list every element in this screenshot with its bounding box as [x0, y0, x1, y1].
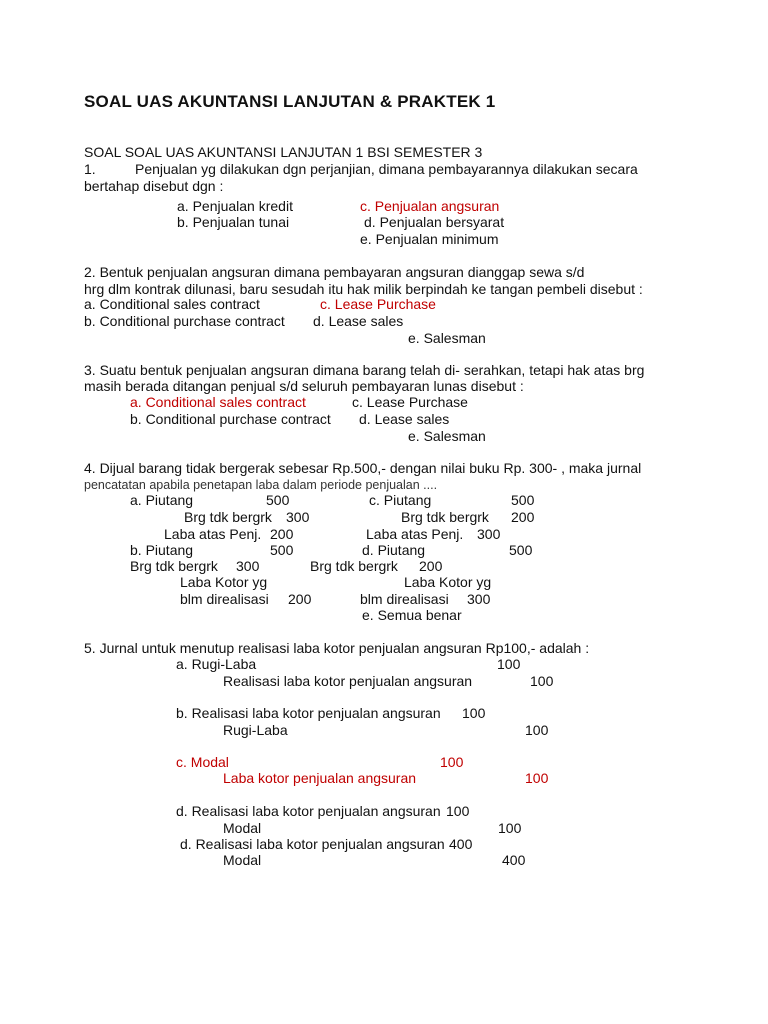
question-text: 5. Jurnal untuk menutup realisasi laba kotor penjualan angsuran Rp100,- adalah :: [84, 640, 590, 656]
journal-amount: 200: [270, 526, 294, 542]
option-b: b. Penjualan tunai: [177, 214, 290, 230]
question-text: hrg dlm kontrak dilunasi, baru sesudah itu hak milik berpindah ke tangan pembeli disebut :: [84, 281, 643, 297]
journal-line: Laba atas Penj.: [164, 526, 262, 542]
question-text: pencatatan apabila penetapan laba dalam periode penjualan ....: [84, 478, 438, 492]
page-subtitle: SOAL SOAL UAS AKUNTANSI LANJUTAN 1 BSI SEMESTER 3: [84, 144, 483, 160]
journal-amount: 200: [511, 509, 535, 525]
journal-amount: 500: [511, 492, 535, 508]
question-text: 3. Suatu bentuk penjualan angsuran dimana barang telah di- serahkan, tetapi hak atas brg: [84, 362, 645, 378]
journal-line: blm direalisasi: [180, 591, 269, 607]
option-e: e. Penjualan minimum: [360, 231, 499, 247]
option-c-answer: c. Penjualan angsuran: [360, 198, 500, 214]
journal-amount: 200: [288, 591, 312, 607]
journal-amount: 400: [449, 836, 473, 852]
journal-line: Modal: [223, 852, 262, 868]
option-a: a. Conditional sales contract: [84, 296, 260, 312]
journal-line: b. Realisasi laba kotor penjualan angsuran: [176, 705, 441, 721]
journal-line: Realisasi laba kotor penjualan angsuran: [223, 673, 473, 689]
journal-line: d. Realisasi laba kotor penjualan angsuran: [180, 836, 445, 852]
journal-line: d. Piutang: [362, 542, 426, 558]
page-title: SOAL UAS AKUNTANSI LANJUTAN & PRAKTEK 1: [84, 92, 496, 111]
journal-amount: 500: [266, 492, 290, 508]
question-text: 4. Dijual barang tidak bergerak sebesar Rp.500,- dengan nilai buku Rp. 300- , maka jurnal: [84, 460, 642, 476]
option-c: c. Lease Purchase: [352, 394, 468, 410]
question-number: 1.: [84, 161, 96, 177]
option-e: e. Semua benar: [362, 607, 462, 623]
question-text: bertahap disebut dgn :: [84, 178, 224, 194]
journal-amount: 100: [498, 820, 522, 836]
journal-line: Brg tdk bergrk: [310, 558, 398, 574]
journal-amount: 300: [286, 509, 310, 525]
option-b: b. Conditional purchase contract: [84, 313, 285, 329]
journal-line: Brg tdk bergrk: [401, 509, 489, 525]
journal-amount: 300: [236, 558, 260, 574]
question-text: 2. Bentuk penjualan angsuran dimana pembayaran angsuran dianggap sewa s/d: [84, 264, 585, 280]
journal-amount: 500: [509, 542, 533, 558]
question-text: masih berada ditangan penjual s/d seluruh pembayaran lunas disebut :: [84, 378, 524, 394]
option-d: d. Lease sales: [359, 411, 450, 427]
option-a: a. Penjualan kredit: [177, 198, 293, 214]
journal-amount: 100: [497, 656, 521, 672]
journal-amount: 300: [477, 526, 501, 542]
question-text: Penjualan yg dilakukan dgn perjanjian, dimana pembayarannya dilakukan secara: [135, 161, 638, 177]
journal-amount: 100: [530, 673, 554, 689]
journal-line: a. Rugi-Laba: [176, 656, 257, 672]
journal-amount: 100: [446, 803, 470, 819]
journal-amount: 400: [502, 852, 526, 868]
journal-line: b. Piutang: [130, 542, 194, 558]
option-d: d. Penjualan bersyarat: [364, 214, 505, 230]
option-b: b. Conditional purchase contract: [130, 411, 331, 427]
journal-line: c. Piutang: [369, 492, 432, 508]
option-e: e. Salesman: [408, 330, 486, 346]
journal-amount: 300: [467, 591, 491, 607]
journal-amount: 200: [419, 558, 443, 574]
journal-line: Brg tdk bergrk: [184, 509, 272, 525]
option-c-answer: Laba kotor penjualan angsuran: [223, 770, 417, 786]
journal-line: Laba Kotor yg: [404, 574, 492, 590]
option-d: d. Lease sales: [313, 313, 404, 329]
option-a-answer: a. Conditional sales contract: [130, 394, 306, 410]
option-c-answer: c. Lease Purchase: [320, 296, 436, 312]
journal-amount: 100: [462, 705, 486, 721]
journal-amount: 100: [525, 770, 549, 786]
journal-line: Brg tdk bergrk: [130, 558, 218, 574]
journal-line: Laba Kotor yg: [180, 574, 268, 590]
journal-amount: 100: [525, 722, 549, 738]
journal-amount: 500: [270, 542, 294, 558]
journal-line: blm direalisasi: [360, 591, 449, 607]
journal-amount: 100: [440, 754, 464, 770]
journal-line: Modal: [223, 820, 262, 836]
journal-line: Laba atas Penj.: [366, 526, 464, 542]
journal-line: d. Realisasi laba kotor penjualan angsuran: [176, 803, 441, 819]
journal-line: Rugi-Laba: [223, 722, 288, 738]
option-e: e. Salesman: [408, 428, 486, 444]
option-c-answer: c. Modal: [176, 754, 229, 770]
journal-line: a. Piutang: [130, 492, 194, 508]
